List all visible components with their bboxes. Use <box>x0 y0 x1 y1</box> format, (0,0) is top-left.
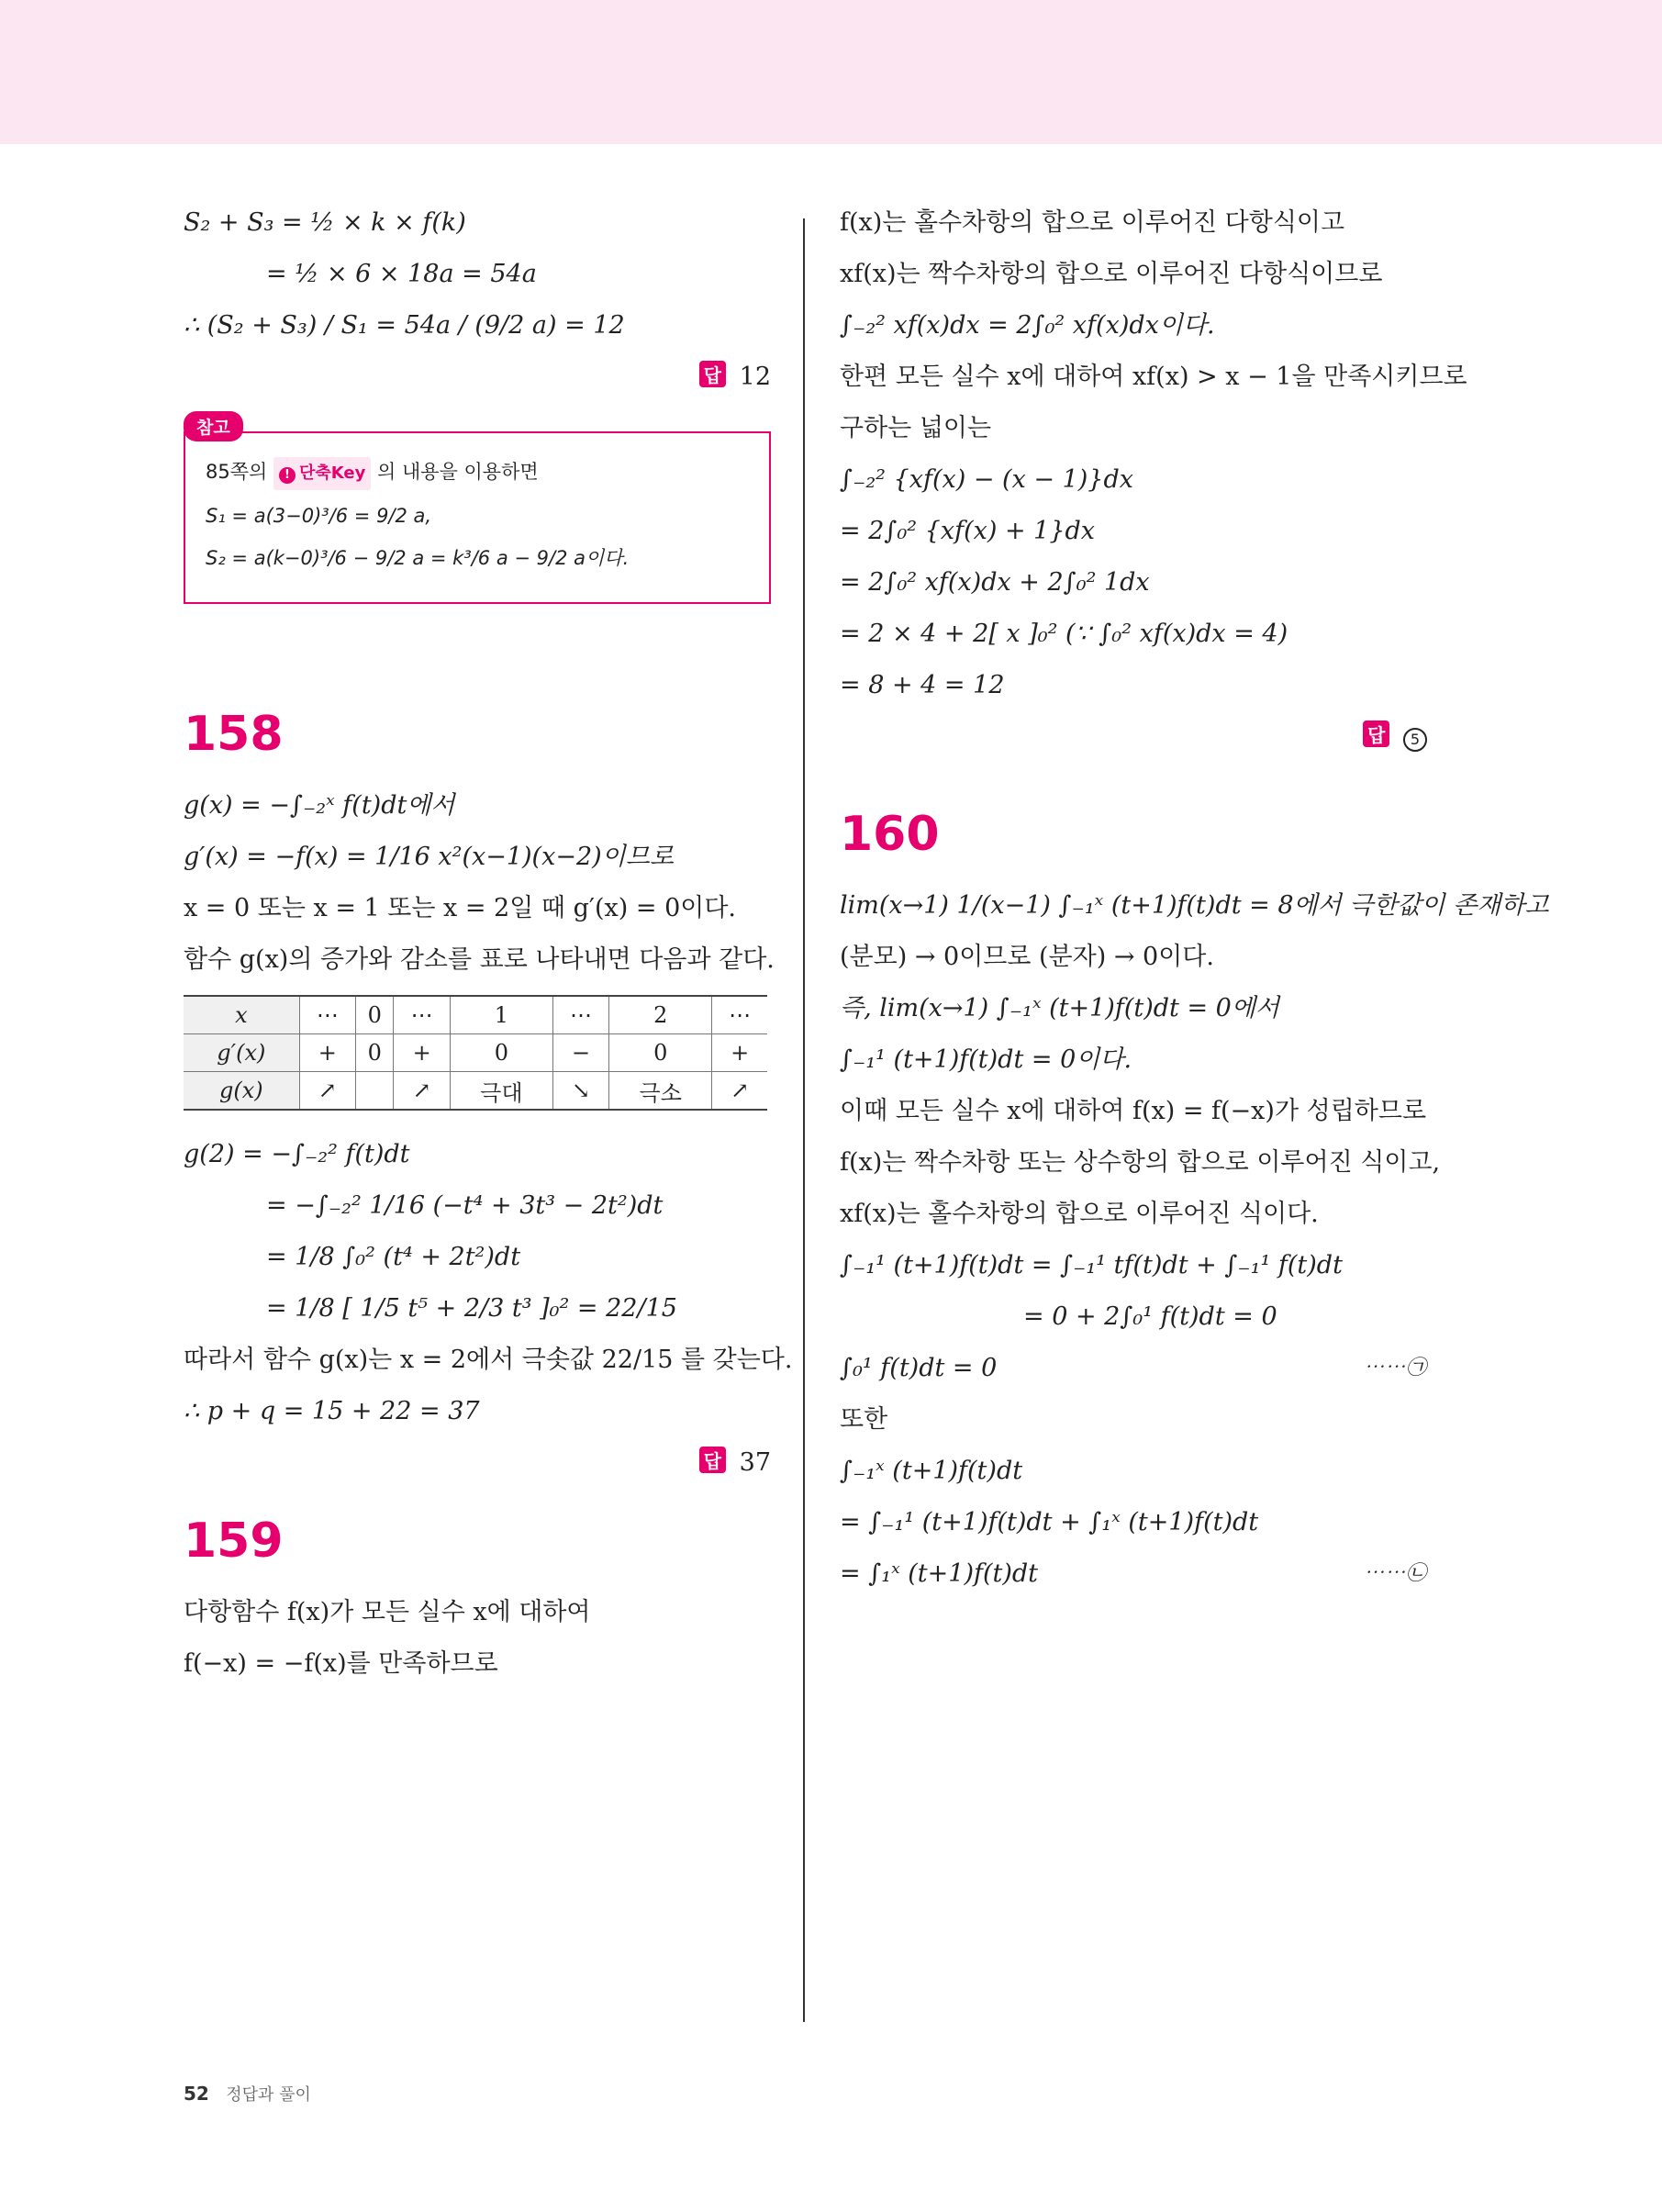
eq-text: ∫₀¹ f(t)dt = 0 <box>840 1354 998 1382</box>
problem-number: 158 <box>184 707 284 762</box>
header-band <box>0 0 1662 144</box>
eq-line: ∫₋₁¹ (t+1)f(t)dt = ∫₋₁¹ tf(t)dt + ∫₋₁¹ f(t)dt <box>840 1251 1343 1279</box>
page-footer <box>184 2082 311 2106</box>
text-line: f(x)는 홀수차항의 합으로 이루어진 다항식이고 <box>840 208 1345 237</box>
eq-line: = 2∫₀² {xf(x) + 1}dx <box>840 517 1096 545</box>
eq-line: g(2) = −∫₋₂² f(t)dt <box>184 1140 410 1168</box>
note-text: 85쪽의 <box>206 461 268 483</box>
text-line: 함수 g(x)의 증가와 감소를 표로 나타내면 다음과 같다. <box>184 945 775 974</box>
left-column <box>184 207 793 1699</box>
answer-badge: 답 <box>699 1447 726 1473</box>
table-cell: g(x) <box>184 1072 299 1111</box>
table-cell: 극소 <box>609 1072 712 1111</box>
table-cell: 극대 <box>450 1072 552 1111</box>
eq-line: ∫₋₁ˣ (t+1)f(t)dt <box>840 1457 1023 1485</box>
table-cell: 0 <box>609 1034 712 1072</box>
table-cell: − <box>552 1034 608 1072</box>
text-line: (분모) → 0이므로 (분자) → 0이다. <box>840 943 1214 971</box>
table-cell: ↗ <box>712 1072 767 1111</box>
table-cell: ⋯ <box>712 996 767 1034</box>
eq-line: = 0 + 2∫₀¹ f(t)dt = 0 <box>1023 1302 1277 1331</box>
answer-line <box>184 1447 771 1477</box>
footer-label: 정답과 풀이 <box>226 2085 311 2105</box>
note-box <box>184 418 771 604</box>
table-cell: ⋯ <box>394 996 450 1034</box>
eq-line: = 8 + 4 = 12 <box>840 671 1005 699</box>
note-text: 의 내용을 이용하면 <box>377 461 539 483</box>
shortcut-key-badge <box>273 457 371 490</box>
table-cell: ↗ <box>299 1072 355 1111</box>
answer-badge: 답 <box>699 361 726 387</box>
eq-line: = 2∫₀² xf(x)dx + 2∫₀² 1dx <box>840 568 1150 597</box>
answer-value: 12 <box>739 363 771 391</box>
eq-line: 즉, lim(x→1) ∫₋₁ˣ (t+1)f(t)dt = 0에서 <box>840 994 1280 1022</box>
table-cell: + <box>394 1034 450 1072</box>
text-line: 따라서 함수 g(x)는 x = 2에서 극솟값 22/15 를 갖는다. <box>184 1346 793 1374</box>
problem-number: 160 <box>840 807 940 862</box>
table-cell <box>355 1072 394 1111</box>
note-line <box>206 455 749 490</box>
table-cell: ⋯ <box>552 996 608 1034</box>
eq-line: lim(x→1) 1/(x−1) ∫₋₁ˣ (t+1)f(t)dt = 8에서 극한값이 존재하고 <box>840 891 1549 920</box>
text-line: x = 0 또는 x = 1 또는 x = 2일 때 g′(x) = 0이다. <box>184 894 736 922</box>
table-cell: + <box>712 1034 767 1072</box>
text-line: 다항함수 f(x)가 모든 실수 x에 대하여 <box>184 1598 591 1626</box>
eq-line: ∴ (S₂ + S₃) / S₁ = 54a / (9/2 a) = 12 <box>184 311 625 340</box>
eq-line: = 2 × 4 + 2[ x ]₀² (∵ ∫₀² xf(x)dx = 4) <box>840 620 1288 648</box>
table-cell: + <box>299 1034 355 1072</box>
answer-value: 37 <box>739 1448 771 1477</box>
right-column <box>840 207 1549 1609</box>
eq-line: ∫₋₁¹ (t+1)f(t)dt = 0이다. <box>840 1045 1132 1074</box>
eq-line: = ∫₋₁¹ (t+1)f(t)dt + ∫₁ˣ (t+1)f(t)dt <box>840 1508 1259 1536</box>
column-divider <box>803 218 805 2022</box>
table-cell: g′(x) <box>184 1034 299 1072</box>
equation-marker: ⋯⋯㉡ <box>1363 1562 1427 1585</box>
eq-line: = 1/8 [ 1/5 t⁵ + 2/3 t³ ]₀² = 22/15 <box>266 1294 677 1323</box>
table-cell: 0 <box>355 1034 394 1072</box>
table-row <box>184 996 767 1034</box>
note-eq: S₂ = a(k−0)³/6 − 9/2 a = k³/6 a − 9/2 a이다. <box>206 547 630 569</box>
table-row <box>184 1072 767 1111</box>
table-cell: ↘ <box>552 1072 608 1111</box>
key-label: 단축Key <box>298 464 366 483</box>
eq-line: g′(x) = −f(x) = 1/16 x²(x−1)(x−2)이므로 <box>184 843 674 871</box>
text-line: f(x)는 짝수차항 또는 상수항의 합으로 이루어진 식이고, <box>840 1148 1441 1177</box>
equation-marker: ⋯⋯㉠ <box>1363 1357 1427 1380</box>
text-line: xf(x)는 홀수차항의 합으로 이루어진 식이다. <box>840 1200 1319 1228</box>
note-label: 참고 <box>184 411 243 441</box>
eq-line: ∫₋₂² xf(x)dx = 2∫₀² xf(x)dx이다. <box>840 311 1215 340</box>
note-eq: S₁ = a(3−0)³/6 = 9/2 a, <box>206 505 432 527</box>
eq-line: = 1/8 ∫₀² (t⁴ + 2t²)dt <box>266 1243 521 1271</box>
table-cell: 0 <box>450 1034 552 1072</box>
eq-line: = −∫₋₂² 1/16 (−t⁴ + 3t³ − 2t²)dt <box>266 1191 664 1220</box>
table-cell: ⋯ <box>299 996 355 1034</box>
eq-line: = ½ × 6 × 18a = 54a <box>266 260 537 288</box>
table-cell: x <box>184 996 299 1034</box>
page-number: 52 <box>184 2083 209 2105</box>
eq-line <box>840 1558 1427 1591</box>
table-cell: 1 <box>450 996 552 1034</box>
eq-line: ∫₋₂² {xf(x) − (x − 1)}dx <box>840 465 1133 494</box>
text-line: f(−x) = −f(x)를 만족하므로 <box>184 1649 498 1678</box>
text-line: 이때 모든 실수 x에 대하여 f(x) = f(−x)가 성립하므로 <box>840 1097 1427 1125</box>
text-line: xf(x)는 짝수차항의 합으로 이루어진 다항식이므로 <box>840 260 1383 288</box>
table-cell: ↗ <box>394 1072 450 1111</box>
eq-line: g(x) = −∫₋₂ˣ f(t)dt에서 <box>184 791 455 820</box>
answer-badge: 답 <box>1363 721 1389 747</box>
eq-line <box>840 1352 1427 1385</box>
eq-line: S₂ + S₃ = ½ × k × f(k) <box>184 208 466 237</box>
table-row <box>184 1034 767 1072</box>
table-cell: 2 <box>609 996 712 1034</box>
eq-text: = ∫₁ˣ (t+1)f(t)dt <box>840 1559 1039 1588</box>
text-line: 구하는 넓이는 <box>840 414 992 442</box>
problem-number: 159 <box>184 1514 284 1569</box>
answer-circled-value: 5 <box>1403 728 1427 752</box>
text-line: 또한 <box>840 1405 888 1434</box>
key-icon: ! <box>279 467 296 484</box>
table-cell: 0 <box>355 996 394 1034</box>
answer-line <box>184 361 771 391</box>
eq-line: ∴ p + q = 15 + 22 = 37 <box>184 1397 480 1425</box>
sign-table <box>184 995 767 1111</box>
answer-line <box>840 721 1427 752</box>
text-line: 한편 모든 실수 x에 대하여 xf(x) > x − 1을 만족시키므로 <box>840 363 1467 391</box>
